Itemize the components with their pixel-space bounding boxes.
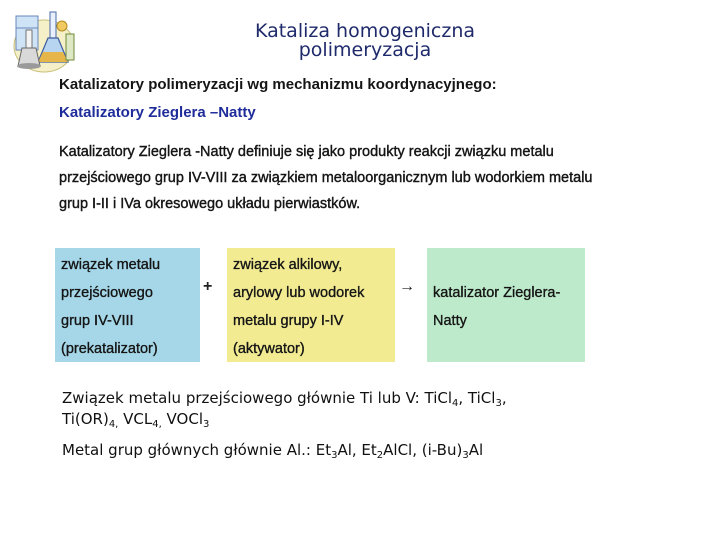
box-line: przejściowego: [61, 285, 153, 301]
text-run: Związek metalu przejściowego głównie Ti lub V: TiCl: [62, 389, 453, 407]
text-run: AlCl, (i-Bu): [383, 441, 463, 459]
subscript: 3: [203, 419, 210, 430]
text-run: ,: [501, 389, 507, 407]
definition-line: grup I-II i IVa okresowego układu pierwiastków.: [59, 196, 361, 212]
definition-line: przejściowego grup IV-VIII za związkiem metaloorganicznym lub wodorkiem metalu: [59, 170, 593, 186]
text-run: VOCl: [161, 410, 203, 428]
subscript: 3: [495, 398, 502, 409]
box-line: związek metalu: [61, 257, 161, 273]
subscript: 4,: [108, 419, 119, 430]
scanned-figure: [55, 72, 665, 372]
slide-title-line-1: Kataliza homogeniczna: [254, 20, 476, 42]
subscript: 2: [376, 450, 384, 461]
box-line: grup IV-VIII: [61, 313, 134, 329]
footer-line-1: [62, 388, 682, 409]
box-line: związek alkilowy,: [233, 257, 343, 273]
slide-title-line-2: polimeryzacja: [298, 39, 432, 61]
reaction-arrow-icon: →: [399, 278, 415, 295]
box-line: (prekatalizator): [61, 341, 158, 357]
text-run: Metal grup głównych głównie Al.: Et: [62, 441, 332, 459]
box-line: Natty: [433, 313, 467, 329]
activator-box: [227, 248, 395, 362]
box-line: katalizator Zieglera-: [433, 285, 561, 301]
plus-sign: +: [203, 278, 213, 295]
definition-paragraph: [59, 139, 659, 217]
text-run: VCL: [118, 410, 153, 428]
footer-line-3: [62, 440, 682, 461]
text-run: Al: [468, 441, 484, 459]
subscript: 3: [462, 450, 469, 461]
catalyst-box: [427, 248, 585, 362]
box-line: metalu grupy I-IV: [233, 313, 344, 329]
text-run: Ti(OR): [62, 410, 109, 428]
subscript: 3: [331, 450, 338, 461]
text-run: , TiCl: [458, 389, 496, 407]
figure-subheading: Katalizatory Zieglera –Natty: [59, 104, 256, 121]
subscript: 4: [452, 398, 459, 409]
box-line: arylowy lub wodorek: [233, 285, 365, 301]
slide-title: [220, 22, 510, 60]
figure-heading: Katalizatory polimeryzacji wg mechanizmu koordynacyjnego:: [59, 76, 497, 93]
text-run: Al, Et: [337, 441, 377, 459]
lab-flasks-logo-icon: [10, 8, 78, 74]
subscript: 4,: [152, 419, 162, 430]
precatalyst-box: [55, 248, 200, 362]
box-line: (aktywator): [233, 341, 305, 357]
footer-notes: [62, 388, 682, 461]
footer-line-2: [62, 409, 682, 430]
definition-line: Katalizatory Zieglera -Natty definiuje się jako produkty reakcji związku metalu: [59, 144, 554, 160]
